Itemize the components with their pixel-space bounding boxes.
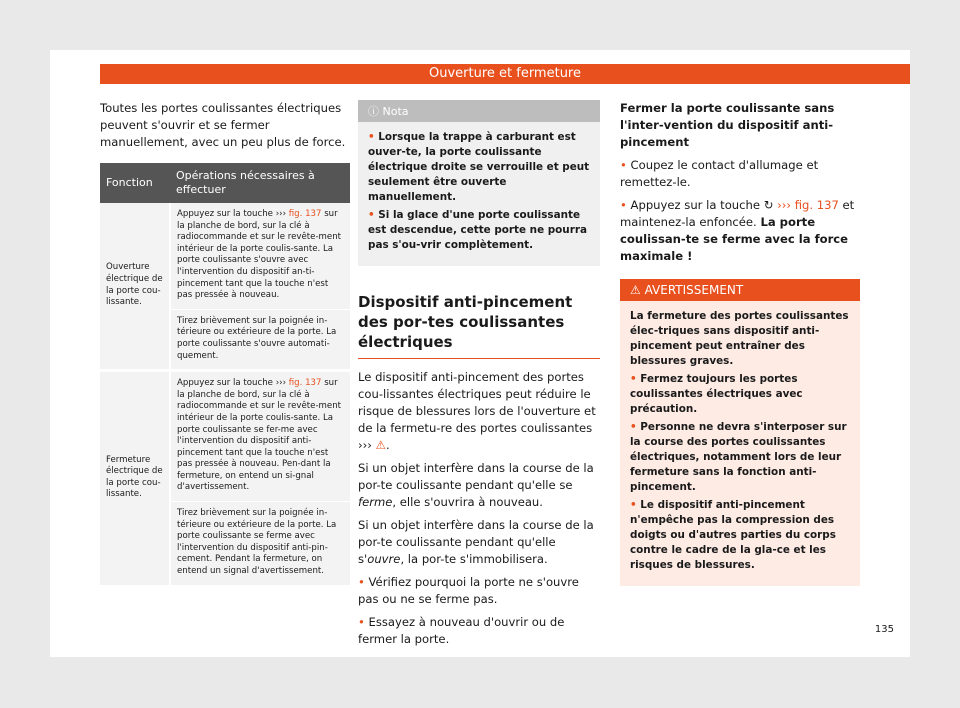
operation-cell — [170, 371, 350, 502]
bullet-icon: • — [368, 131, 375, 143]
warning-item — [630, 498, 850, 573]
table-row — [100, 203, 350, 309]
figure-link[interactable]: fig. 137 — [288, 209, 322, 219]
warning-title: AVERTISSEMENT — [644, 283, 744, 297]
paragraph-text: Si un objet interfère dans la course de la por-te coulissante pendant qu'elle s' — [358, 518, 594, 566]
section-heading: Dispositif anti-pincement des por-tes coulissantes électriques — [358, 292, 600, 359]
manual-page — [50, 50, 910, 657]
warning-item — [630, 372, 850, 417]
bullet-icon: • — [368, 209, 375, 221]
note-box — [358, 100, 600, 266]
note-item — [368, 130, 590, 205]
warning-item-text: Personne ne devra s'interposer sur la course des portes coulissantes électriques, notamment lors de leur fermeture sans la fonction anti-pincement. — [630, 421, 847, 493]
bullet-icon: • — [620, 198, 627, 212]
column-header-operations: Opérations nécessaires à effectuer — [170, 163, 350, 203]
warning-text: La fermeture des portes coulissantes élec-triques sans dispositif anti-pincement peut entraîner des blessures graves. — [630, 310, 849, 367]
column-middle — [358, 100, 600, 654]
table-row — [100, 371, 350, 502]
subsection-heading: Fermer la porte coulissante sans l'inter-vention du dispositif anti-pincement — [620, 101, 835, 149]
paragraph-text: , la por-te s'immobilisera. — [400, 552, 548, 566]
bullet-icon: • — [358, 575, 365, 589]
function-cell: Fermeture électrique de la porte cou-lissante. — [100, 371, 170, 587]
bullet-item — [358, 574, 600, 608]
page-number: 135 — [874, 624, 894, 635]
bold-text: La porte coulissan-te se ferme avec la force maximale ! — [620, 215, 849, 263]
bullet-text: Vérifiez pourquoi la porte ne s'ouvre pas ou ne se ferme pas. — [358, 575, 579, 606]
emphasis-text: ferme — [358, 495, 393, 509]
bullet-item — [620, 197, 860, 265]
intro-paragraph: Toutes les portes coulissantes électriques peuvent s'ouvrir et se fermer manuellement, avec un peu plus de force. — [100, 101, 346, 149]
warning-box — [620, 279, 860, 586]
sliding-door-key-icon: ↻ — [763, 198, 774, 212]
paragraph-text: , elle s'ouvrira à nouveau. — [392, 495, 543, 509]
column-header-function: Fonction — [100, 163, 170, 203]
paragraph — [358, 460, 600, 511]
column-right — [620, 100, 860, 586]
bullet-icon: • — [630, 499, 637, 511]
section-title: Ouverture et fermeture — [428, 66, 581, 81]
warning-item-text: Le dispositif anti-pincement n'empêche pas la compression des doigts ou d'autres parties du corps contre le cadre de la gla-ce et les risques de blessures. — [630, 499, 836, 571]
bullet-text: Appuyez sur la touche — [630, 198, 760, 212]
note-text: Lorsque la trappe à carburant est ouver-te, la porte coulissante électrique droite se verrouille et peut seulement être ouverte manuellement. — [368, 131, 590, 203]
operations-table — [100, 163, 350, 588]
operation-cell: Tirez brièvement sur la poignée in-térieure ou extérieure de la porte. La porte coulissante s'ouvre automati-quement. — [170, 309, 350, 370]
bullet-icon: • — [630, 421, 637, 433]
note-item — [368, 208, 590, 253]
table-header-row — [100, 163, 350, 203]
operation-cell: Tirez brièvement sur la poignée in-térieure ou extérieure de la porte. La porte coulissante se ferme avec l'intervention du dispositif anti-pin-cement. Pendant la fermeture, on entend un signal d'avertissement. — [170, 502, 350, 587]
note-header — [358, 100, 600, 122]
warning-item-text: Fermez toujours les portes coulissantes électriques avec précaution. — [630, 373, 803, 415]
bullet-text: Coupez le contact d'allumage et remettez-le. — [620, 158, 819, 189]
bullet-icon: • — [358, 615, 365, 629]
warning-header — [620, 279, 860, 301]
bullet-icon: • — [630, 373, 637, 385]
function-cell: Ouverture électrique de la porte cou-lissante. — [100, 203, 170, 371]
bullet-item — [358, 614, 600, 648]
page-header — [100, 64, 910, 84]
paragraph — [358, 517, 600, 568]
bullet-icon: • — [620, 158, 627, 172]
info-icon: ⓘ — [368, 105, 379, 118]
operation-text: Appuyez sur la touche ››› — [177, 378, 286, 389]
bullet-text: et maintenez-la enfoncée. — [620, 198, 855, 229]
note-text: Si la glace d'une porte coulissante est descendue, cette porte ne pourra pas s'ou-vrir complètement. — [368, 209, 587, 251]
operation-cell — [170, 203, 350, 309]
bullet-item — [620, 157, 860, 191]
warning-item — [630, 420, 850, 495]
operation-text: Appuyez sur la touche ››› — [177, 209, 286, 219]
warning-triangle-icon[interactable]: ⚠ — [375, 438, 387, 452]
column-left — [100, 100, 350, 588]
emphasis-text: ouvre — [367, 552, 401, 566]
paragraph-text: Si un objet interfère dans la course de la por-te coulissante pendant qu'elle se — [358, 461, 594, 492]
note-title: Nota — [382, 105, 409, 118]
figure-link[interactable]: fig. 137 — [288, 378, 322, 389]
operation-text: sur la planche de bord, sur la clé à radiocommande et sur le revête-ment intérieur de la porte coulis-sante. La porte coulissante s'ouvre avec l'intervention du dispositif an-ti-pincement tant que la touche n'est pas pressée à nouveau. — [177, 209, 342, 301]
paragraph: Le dispositif anti-pincement des portes cou-lissantes électriques peut réduire le risque de blessures lors de l'ouverture et de la fermetu-re des portes coulissantes ››› ⚠. — [358, 370, 596, 452]
bullet-text: Essayez à nouveau d'ouvrir ou de fermer la porte. — [358, 615, 565, 646]
figure-link[interactable]: ››› fig. 137 — [777, 198, 839, 212]
paragraph-text: Le dispositif anti-pincement des portes cou-lissantes électriques peut réduire le risque de blessures lors de l'ouverture et de la fermetu-re des portes coulissantes ››› — [358, 370, 596, 452]
operation-text: sur la planche de bord, sur la clé à radiocommande et sur le revête-ment intérieur de la porte coulis-sante. La porte coulissante se fer-me avec l'intervention du dispositif anti-pincement tant que la touche n'est pas pressée à nouveau. Pen-dant la fermeture, on entend un si-gnal d'avertissement. — [177, 378, 342, 493]
warning-triangle-icon: ⚠ — [630, 283, 641, 297]
